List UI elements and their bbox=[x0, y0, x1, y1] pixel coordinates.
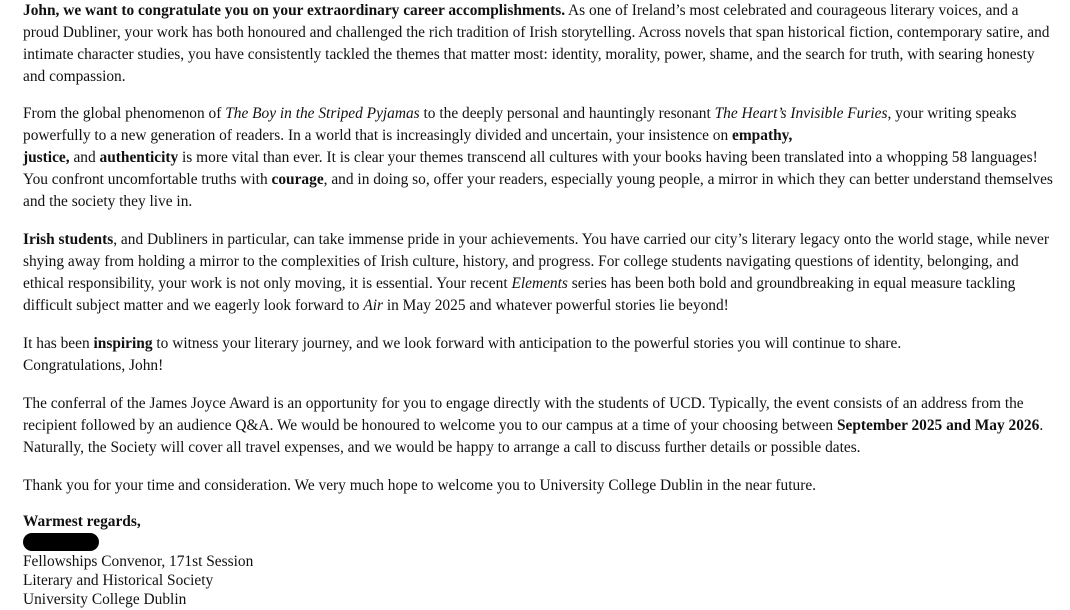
paragraph-text: is more vital than ever. It is clear your themes transcend all cultures with your books having been translated into a whopping 58 languages! You confront uncomfortable truths with bbox=[23, 149, 1038, 188]
paragraph-text: to the deeply personal and hauntingly resonant bbox=[419, 105, 715, 122]
paragraph-text: to witness your literary journey, and we look forward with anticipation to the powerful stories you will continue to share. bbox=[152, 335, 902, 352]
bold-empathy: empathy, bbox=[732, 127, 793, 144]
paragraph-inspiring bbox=[23, 333, 1053, 377]
paragraph-thank-you: Thank you for your time and consideration. We very much hope to welcome you to University College Dublin in the near future. bbox=[23, 477, 817, 494]
paragraph-award-invitation bbox=[23, 393, 1053, 459]
series-title-elements: Elements bbox=[511, 275, 568, 292]
bold-authenticity: authenticity bbox=[99, 149, 179, 166]
bold-inspiring: inspiring bbox=[93, 335, 153, 352]
paragraph-text: . Naturally, the Society will cover all travel expenses, and we would be happy to arrange a call to discuss further details or possible dates. bbox=[23, 417, 1044, 456]
bold-date-range: September 2025 and May 2026 bbox=[836, 417, 1040, 434]
signature-university: University College Dublin bbox=[23, 591, 187, 608]
bold-justice: justice, bbox=[23, 149, 70, 166]
bold-courage: courage bbox=[271, 171, 324, 188]
paragraph-text: The conferral of the James Joyce Award is an opportunity for you to engage directly with the students of UCD. Typically, the event consists of an address from the recipient followed by an audience Q&A. We would be honoured to welcome you to our campus at a time of your choosing between bbox=[23, 395, 1024, 434]
paragraph-congratulations bbox=[23, 0, 1053, 88]
paragraph-text: , and Dubliners in particular, can take immense pride in your achievements. You have carried our city’s literary legacy onto the world stage, while never shying away from holding a mirror to the complexities of Irish culture, history, and progress. For college students navigating questions of identity, belonging, and ethical responsibility, your work is not only moving, it is essential. Your recent bbox=[23, 231, 1050, 292]
book-title-hearts-invisible-furies: The Heart’s Invisible Furies bbox=[714, 105, 888, 122]
bold-irish-students: Irish students bbox=[23, 231, 114, 248]
redacted-name-mark bbox=[23, 533, 99, 551]
paragraph-text: It has been bbox=[23, 335, 94, 352]
paragraph-text: in May 2025 and whatever powerful stories lie beyond! bbox=[383, 297, 729, 314]
paragraph-text: From the global phenomenon of bbox=[23, 105, 226, 122]
book-title-boy-in-striped-pyjamas: The Boy in the Striped Pyjamas bbox=[225, 105, 420, 122]
signature-organization: Literary and Historical Society bbox=[23, 572, 214, 589]
lead-bold-text: John, we want to congratulate you on your extraordinary career accomplishments. bbox=[23, 2, 566, 19]
paragraph-text: and bbox=[69, 149, 100, 166]
signature-title: Fellowships Convenor, 171st Session bbox=[23, 553, 254, 570]
paragraph-text: , and in doing so, offer your readers, especially young people, a mirror in which they can better understand themselves and the society they live in. bbox=[23, 171, 1053, 210]
paragraph-text: As one of Ireland’s most celebrated and courageous literary voices, and a proud Dubliner, your work has both honoured and challenged the rich tradition of Irish storytelling. Across novels that span historical fiction, contemporary satire, and intimate character studies, you have consistently tackled the themes that matter most: identity, morality, power, shame, and the search for truth, with searing honesty and compassion. bbox=[23, 2, 1050, 85]
paragraph-irish-students bbox=[23, 229, 1053, 317]
book-title-air: Air bbox=[363, 297, 384, 314]
paragraph-text: , your writing speaks powerfully to a new generation of readers. In a world that is increasingly divided and uncertain, your insistence on bbox=[23, 105, 1017, 144]
paragraph-text: series has been both bold and groundbreaking in equal measure tackling difficult subject matter and we eagerly look forward to bbox=[23, 275, 1016, 314]
paragraph-works bbox=[23, 103, 1053, 213]
congratulations-line: Congratulations, John! bbox=[23, 357, 164, 374]
closing-salutation: Warmest regards, bbox=[23, 513, 141, 530]
